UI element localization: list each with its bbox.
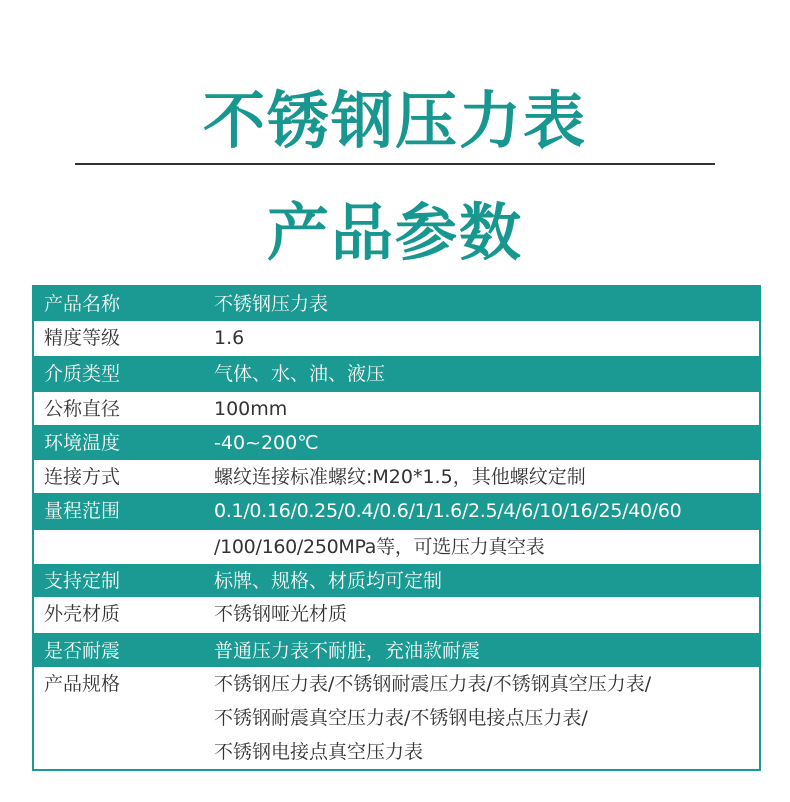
spec-row-models (34, 667, 759, 769)
spec-label: 连接方式 (44, 466, 121, 488)
spec-value: 100mm (214, 398, 288, 420)
spec-value: 气体、水、油、液压 (214, 363, 386, 385)
spec-row-product-name (34, 287, 759, 321)
section-title: 产品参数 (266, 196, 523, 269)
spec-row-medium (34, 357, 759, 392)
page-title: 不锈钢压力表 (202, 84, 587, 157)
spec-row-diameter (34, 392, 759, 426)
spec-label: 是否耐震 (44, 640, 121, 662)
spec-value: 1.6 (214, 327, 245, 349)
spec-label: 量程范围 (44, 500, 121, 522)
title-divider (75, 163, 715, 165)
spec-label: 支持定制 (44, 570, 121, 592)
spec-label: 环境温度 (44, 432, 121, 454)
spec-label: 公称直径 (44, 398, 121, 420)
spec-row-connection (34, 460, 759, 494)
spec-value: -40~200℃ (214, 432, 319, 454)
spec-label: 产品规格 (44, 673, 121, 695)
spec-value: 普通压力表不耐脏，充油款耐震 (214, 640, 481, 662)
spec-label: 介质类型 (44, 363, 121, 385)
spec-value-line-2: /100/160/250MPa等，可选压力真空表 (214, 536, 545, 558)
spec-label: 精度等级 (44, 327, 121, 349)
spec-label: 产品名称 (44, 293, 121, 315)
spec-value-line-1: 0.1/0.16/0.25/0.4/0.6/1/1.6/2.5/4/6/10/16/25/40/60 (214, 500, 682, 522)
spec-value: 不锈钢哑光材质 (214, 603, 348, 625)
spec-row-housing (34, 597, 759, 634)
spec-row-temperature (34, 426, 759, 460)
spec-table (32, 285, 761, 771)
spec-value: 不锈钢压力表/不锈钢耐震压力表/不锈钢真空压力表/ 不锈钢耐震真空压力表/不锈钢电接点压力表/ 不锈钢电接点真空压力表 (214, 673, 652, 763)
spec-row-customization (34, 564, 759, 597)
spec-value: 不锈钢压力表 (214, 293, 329, 315)
spec-row-shockproof (34, 634, 759, 667)
spec-row-accuracy (34, 321, 759, 357)
spec-label: 外壳材质 (44, 603, 121, 625)
spec-value: 标牌、规格、材质均可定制 (214, 570, 443, 592)
spec-value: 螺纹连接标准螺纹:M20*1.5，其他螺纹定制 (214, 466, 586, 488)
spec-row-range (34, 494, 759, 564)
